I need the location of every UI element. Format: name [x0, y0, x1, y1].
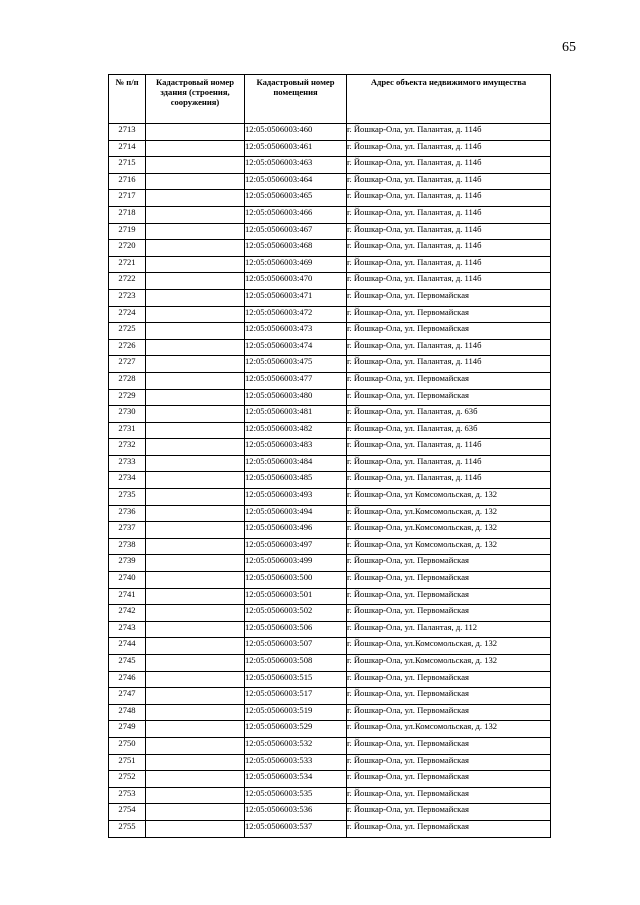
- cell-building-cadastral: [146, 605, 245, 622]
- cell-room-cadastral: 12:05:0506003:464: [245, 173, 347, 190]
- cell-row-number: 2713: [109, 124, 146, 141]
- cell-room-cadastral: 12:05:0506003:474: [245, 339, 347, 356]
- cell-address: г. Йошкар-Ола, ул. Первомайская: [347, 555, 551, 572]
- cell-address: г. Йошкар-Ола, ул. Палантая, д. 114б: [347, 173, 551, 190]
- cell-address: г. Йошкар-Ола, ул. Палантая, д. 114б: [347, 124, 551, 141]
- cell-building-cadastral: [146, 289, 245, 306]
- cell-building-cadastral: [146, 572, 245, 589]
- cell-address: г. Йошкар-Ола, ул. Палантая, д. 112: [347, 621, 551, 638]
- cell-address: г. Йошкар-Ола, ул. Палантая, д. 114б: [347, 240, 551, 257]
- cell-address: г. Йошкар-Ола, ул. Первомайская: [347, 737, 551, 754]
- cell-row-number: 2748: [109, 704, 146, 721]
- cell-room-cadastral: 12:05:0506003:483: [245, 439, 347, 456]
- cell-row-number: 2719: [109, 223, 146, 240]
- table-row: [109, 406, 551, 423]
- cell-building-cadastral: [146, 190, 245, 207]
- cell-building-cadastral: [146, 754, 245, 771]
- cell-room-cadastral: 12:05:0506003:493: [245, 489, 347, 506]
- cell-row-number: 2744: [109, 638, 146, 655]
- cell-room-cadastral: 12:05:0506003:481: [245, 406, 347, 423]
- cell-row-number: 2720: [109, 240, 146, 257]
- table-row: [109, 389, 551, 406]
- cell-building-cadastral: [146, 820, 245, 837]
- cell-building-cadastral: [146, 538, 245, 555]
- cell-room-cadastral: 12:05:0506003:534: [245, 771, 347, 788]
- cell-row-number: 2742: [109, 605, 146, 622]
- cell-building-cadastral: [146, 737, 245, 754]
- cell-building-cadastral: [146, 356, 245, 373]
- table-row: [109, 472, 551, 489]
- cell-room-cadastral: 12:05:0506003:463: [245, 157, 347, 174]
- cell-row-number: 2729: [109, 389, 146, 406]
- cell-row-number: 2731: [109, 422, 146, 439]
- cell-building-cadastral: [146, 704, 245, 721]
- cell-row-number: 2717: [109, 190, 146, 207]
- cell-building-cadastral: [146, 522, 245, 539]
- table-row: [109, 671, 551, 688]
- cell-room-cadastral: 12:05:0506003:501: [245, 588, 347, 605]
- cell-address: г. Йошкар-Ола, ул. Палантая, д. 114б: [347, 157, 551, 174]
- header-row-number: № п/п: [109, 75, 146, 124]
- cell-building-cadastral: [146, 240, 245, 257]
- cell-row-number: 2737: [109, 522, 146, 539]
- table-row: [109, 588, 551, 605]
- cell-room-cadastral: 12:05:0506003:461: [245, 140, 347, 157]
- cell-building-cadastral: [146, 688, 245, 705]
- cell-room-cadastral: 12:05:0506003:533: [245, 754, 347, 771]
- cell-address: г. Йошкар-Ола, ул.Комсомольская, д. 132: [347, 505, 551, 522]
- cell-address: г. Йошкар-Ола, ул. Первомайская: [347, 804, 551, 821]
- table-row: [109, 206, 551, 223]
- table-row: [109, 455, 551, 472]
- cell-row-number: 2754: [109, 804, 146, 821]
- cell-room-cadastral: 12:05:0506003:537: [245, 820, 347, 837]
- cell-building-cadastral: [146, 787, 245, 804]
- cell-row-number: 2752: [109, 771, 146, 788]
- cell-address: г. Йошкар-Ола, ул.Комсомольская, д. 132: [347, 522, 551, 539]
- cell-building-cadastral: [146, 406, 245, 423]
- cell-address: г. Йошкар-Ола, ул. Первомайская: [347, 572, 551, 589]
- header-building-cadastral: Кадастровый номер здания (строения, сооружения): [146, 75, 245, 124]
- cell-address: г. Йошкар-Ола, ул. Палантая, д. 114б: [347, 455, 551, 472]
- cell-building-cadastral: [146, 206, 245, 223]
- header-room-cadastral: Кадастровый номер помещения: [245, 75, 347, 124]
- table-row: [109, 737, 551, 754]
- cell-address: г. Йошкар-Ола, ул. Первомайская: [347, 671, 551, 688]
- cell-building-cadastral: [146, 804, 245, 821]
- cell-row-number: 2726: [109, 339, 146, 356]
- cell-room-cadastral: 12:05:0506003:469: [245, 256, 347, 273]
- cell-room-cadastral: 12:05:0506003:497: [245, 538, 347, 555]
- cell-room-cadastral: 12:05:0506003:466: [245, 206, 347, 223]
- cell-address: г. Йошкар-Ола, ул. Первомайская: [347, 688, 551, 705]
- cell-room-cadastral: 12:05:0506003:496: [245, 522, 347, 539]
- table-row: [109, 754, 551, 771]
- cell-row-number: 2741: [109, 588, 146, 605]
- cell-row-number: 2750: [109, 737, 146, 754]
- table-body: [109, 124, 551, 838]
- cell-building-cadastral: [146, 472, 245, 489]
- cell-address: г. Йошкар-Ола, ул. Первомайская: [347, 820, 551, 837]
- table-row: [109, 256, 551, 273]
- cell-room-cadastral: 12:05:0506003:502: [245, 605, 347, 622]
- cell-building-cadastral: [146, 223, 245, 240]
- table-row: [109, 538, 551, 555]
- cell-address: г. Йошкар-Ола, ул.Комсомольская, д. 132: [347, 721, 551, 738]
- table-row: [109, 787, 551, 804]
- cell-room-cadastral: 12:05:0506003:460: [245, 124, 347, 141]
- header-address: Адрес объекта недвижимого имущества: [347, 75, 551, 124]
- cell-row-number: 2743: [109, 621, 146, 638]
- cell-row-number: 2733: [109, 455, 146, 472]
- cell-row-number: 2716: [109, 173, 146, 190]
- cell-building-cadastral: [146, 555, 245, 572]
- table-row: [109, 522, 551, 539]
- table-row: [109, 323, 551, 340]
- table-row: [109, 505, 551, 522]
- cell-building-cadastral: [146, 621, 245, 638]
- cell-row-number: 2735: [109, 489, 146, 506]
- cell-row-number: 2722: [109, 273, 146, 290]
- cell-building-cadastral: [146, 455, 245, 472]
- cell-building-cadastral: [146, 323, 245, 340]
- cell-address: г. Йошкар-Ола, ул. Первомайская: [347, 605, 551, 622]
- cell-room-cadastral: 12:05:0506003:485: [245, 472, 347, 489]
- cell-building-cadastral: [146, 124, 245, 141]
- cell-address: г. Йошкар-Ола, ул. Палантая, д. 114б: [347, 206, 551, 223]
- cell-room-cadastral: 12:05:0506003:532: [245, 737, 347, 754]
- cell-building-cadastral: [146, 157, 245, 174]
- table-row: [109, 422, 551, 439]
- cell-row-number: 2755: [109, 820, 146, 837]
- cell-row-number: 2718: [109, 206, 146, 223]
- cell-room-cadastral: 12:05:0506003:519: [245, 704, 347, 721]
- cell-row-number: 2749: [109, 721, 146, 738]
- cell-room-cadastral: 12:05:0506003:473: [245, 323, 347, 340]
- table-row: [109, 173, 551, 190]
- cell-row-number: 2723: [109, 289, 146, 306]
- cell-room-cadastral: 12:05:0506003:506: [245, 621, 347, 638]
- cell-building-cadastral: [146, 638, 245, 655]
- cell-room-cadastral: 12:05:0506003:507: [245, 638, 347, 655]
- table-row: [109, 190, 551, 207]
- table-row: [109, 289, 551, 306]
- table-row: [109, 621, 551, 638]
- table-row: [109, 771, 551, 788]
- cell-address: г. Йошкар-Ола, ул Комсомольская, д. 132: [347, 489, 551, 506]
- cell-row-number: 2714: [109, 140, 146, 157]
- cell-address: г. Йошкар-Ола, ул. Первомайская: [347, 787, 551, 804]
- cell-address: г. Йошкар-Ола, ул. Палантая, д. 114б: [347, 273, 551, 290]
- table-row: [109, 555, 551, 572]
- cell-address: г. Йошкар-Ола, ул. Первомайская: [347, 372, 551, 389]
- table-row: [109, 372, 551, 389]
- cell-building-cadastral: [146, 422, 245, 439]
- cell-room-cadastral: 12:05:0506003:508: [245, 655, 347, 672]
- cell-building-cadastral: [146, 173, 245, 190]
- table-row: [109, 572, 551, 589]
- cell-row-number: 2728: [109, 372, 146, 389]
- cell-room-cadastral: 12:05:0506003:482: [245, 422, 347, 439]
- table-row: [109, 439, 551, 456]
- cell-row-number: 2721: [109, 256, 146, 273]
- cell-room-cadastral: 12:05:0506003:535: [245, 787, 347, 804]
- cell-building-cadastral: [146, 389, 245, 406]
- table-row: [109, 638, 551, 655]
- table-row: [109, 140, 551, 157]
- cell-address: г. Йошкар-Ола, ул. Палантая, д. 63б: [347, 422, 551, 439]
- table-row: [109, 240, 551, 257]
- cell-address: г. Йошкар-Ола, ул. Палантая, д. 114б: [347, 223, 551, 240]
- cell-row-number: 2732: [109, 439, 146, 456]
- table-row: [109, 306, 551, 323]
- table-row: [109, 223, 551, 240]
- cell-room-cadastral: 12:05:0506003:470: [245, 273, 347, 290]
- cell-room-cadastral: 12:05:0506003:499: [245, 555, 347, 572]
- cell-room-cadastral: 12:05:0506003:494: [245, 505, 347, 522]
- cell-row-number: 2736: [109, 505, 146, 522]
- cell-building-cadastral: [146, 655, 245, 672]
- cell-row-number: 2751: [109, 754, 146, 771]
- cell-room-cadastral: 12:05:0506003:484: [245, 455, 347, 472]
- cell-room-cadastral: 12:05:0506003:500: [245, 572, 347, 589]
- cell-row-number: 2724: [109, 306, 146, 323]
- cell-building-cadastral: [146, 439, 245, 456]
- cell-address: г. Йошкар-Ола, ул. Палантая, д. 114б: [347, 190, 551, 207]
- cell-room-cadastral: 12:05:0506003:471: [245, 289, 347, 306]
- table-row: [109, 804, 551, 821]
- table-row: [109, 157, 551, 174]
- cell-address: г. Йошкар-Ола, ул. Палантая, д. 114б: [347, 356, 551, 373]
- table-row: [109, 605, 551, 622]
- cell-row-number: 2738: [109, 538, 146, 555]
- cell-row-number: 2746: [109, 671, 146, 688]
- cell-building-cadastral: [146, 505, 245, 522]
- cell-row-number: 2715: [109, 157, 146, 174]
- cell-address: г. Йошкар-Ола, ул. Первомайская: [347, 754, 551, 771]
- cell-address: г. Йошкар-Ола, ул. Первомайская: [347, 323, 551, 340]
- table-row: [109, 124, 551, 141]
- cell-address: г. Йошкар-Ола, ул. Палантая, д. 63б: [347, 406, 551, 423]
- cell-building-cadastral: [146, 721, 245, 738]
- cell-building-cadastral: [146, 273, 245, 290]
- cell-room-cadastral: 12:05:0506003:468: [245, 240, 347, 257]
- cell-row-number: 2727: [109, 356, 146, 373]
- cell-address: г. Йошкар-Ола, ул. Палантая, д. 114б: [347, 140, 551, 157]
- cell-row-number: 2730: [109, 406, 146, 423]
- cell-building-cadastral: [146, 339, 245, 356]
- cell-row-number: 2753: [109, 787, 146, 804]
- table-header: [109, 75, 551, 124]
- cell-room-cadastral: 12:05:0506003:475: [245, 356, 347, 373]
- page-number: 65: [562, 40, 576, 55]
- cell-building-cadastral: [146, 372, 245, 389]
- cell-address: г. Йошкар-Ола, ул. Палантая, д. 114б: [347, 439, 551, 456]
- cell-building-cadastral: [146, 489, 245, 506]
- cell-address: г. Йошкар-Ола, ул. Первомайская: [347, 588, 551, 605]
- cell-row-number: 2725: [109, 323, 146, 340]
- cell-address: г. Йошкар-Ола, ул Комсомольская, д. 132: [347, 538, 551, 555]
- cell-building-cadastral: [146, 306, 245, 323]
- cell-address: г. Йошкар-Ола, ул. Первомайская: [347, 389, 551, 406]
- cell-address: г. Йошкар-Ола, ул. Первомайская: [347, 771, 551, 788]
- cell-room-cadastral: 12:05:0506003:477: [245, 372, 347, 389]
- property-registry-table: [108, 74, 551, 838]
- cell-room-cadastral: 12:05:0506003:467: [245, 223, 347, 240]
- table-row: [109, 339, 551, 356]
- cell-address: г. Йошкар-Ола, ул. Палантая, д. 114б: [347, 472, 551, 489]
- cell-room-cadastral: 12:05:0506003:529: [245, 721, 347, 738]
- cell-row-number: 2745: [109, 655, 146, 672]
- table-row: [109, 273, 551, 290]
- table-row: [109, 489, 551, 506]
- cell-room-cadastral: 12:05:0506003:515: [245, 671, 347, 688]
- cell-row-number: 2747: [109, 688, 146, 705]
- table-row: [109, 820, 551, 837]
- cell-address: г. Йошкар-Ола, ул. Первомайская: [347, 289, 551, 306]
- cell-address: г. Йошкар-Ола, ул.Комсомольская, д. 132: [347, 655, 551, 672]
- cell-room-cadastral: 12:05:0506003:472: [245, 306, 347, 323]
- cell-room-cadastral: 12:05:0506003:536: [245, 804, 347, 821]
- table-row: [109, 721, 551, 738]
- cell-building-cadastral: [146, 140, 245, 157]
- cell-building-cadastral: [146, 671, 245, 688]
- cell-row-number: 2734: [109, 472, 146, 489]
- table-row: [109, 655, 551, 672]
- cell-building-cadastral: [146, 771, 245, 788]
- cell-room-cadastral: 12:05:0506003:517: [245, 688, 347, 705]
- cell-address: г. Йошкар-Ола, ул.Комсомольская, д. 132: [347, 638, 551, 655]
- cell-row-number: 2739: [109, 555, 146, 572]
- cell-building-cadastral: [146, 256, 245, 273]
- cell-address: г. Йошкар-Ола, ул. Первомайская: [347, 704, 551, 721]
- cell-room-cadastral: 12:05:0506003:480: [245, 389, 347, 406]
- cell-address: г. Йошкар-Ола, ул. Первомайская: [347, 306, 551, 323]
- header-row: [109, 75, 551, 124]
- cell-address: г. Йошкар-Ола, ул. Палантая, д. 114б: [347, 256, 551, 273]
- table-row: [109, 704, 551, 721]
- table-row: [109, 356, 551, 373]
- cell-address: г. Йошкар-Ола, ул. Палантая, д. 114б: [347, 339, 551, 356]
- cell-row-number: 2740: [109, 572, 146, 589]
- cell-room-cadastral: 12:05:0506003:465: [245, 190, 347, 207]
- table-row: [109, 688, 551, 705]
- cell-building-cadastral: [146, 588, 245, 605]
